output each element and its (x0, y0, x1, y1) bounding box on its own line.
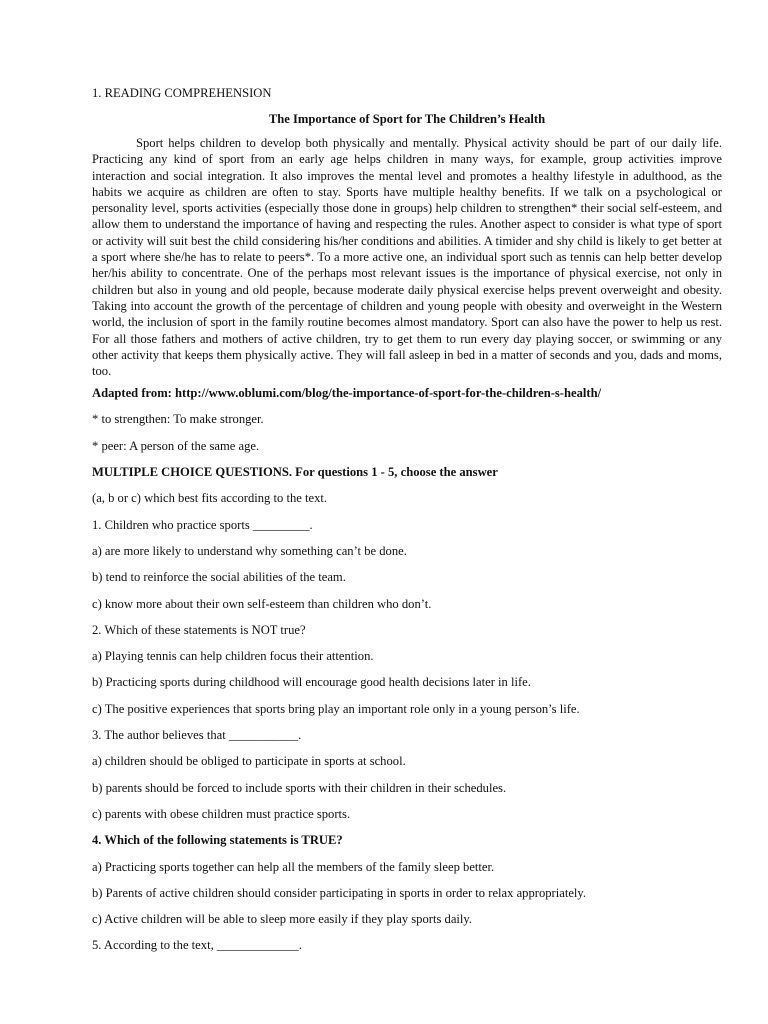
question-5-stem: 5. According to the text, _____________. (92, 938, 302, 953)
question-3-option-b: b) parents should be forced to include sports with their children in their schedules. (92, 780, 507, 795)
question-3-option-a: a) children should be obliged to participate in sports at school. (92, 754, 406, 769)
mcq-instruction: (a, b or c) which best fits according to the text. (92, 491, 328, 506)
question-3-option-c: c) parents with obese children must practice sports. (92, 806, 351, 821)
question-1-option-b: b) tend to reinforce the social abilities of the team. (92, 570, 346, 585)
question-1-option-a: a) are more likely to understand why something can’t be done. (92, 543, 407, 558)
question-4-option-c: c) Active children will be able to sleep more easily if they play sports daily. (92, 912, 473, 927)
question-1-option-c: c) know more about their own self-esteem than children who don’t. (92, 596, 432, 611)
glossary-item-strengthen: * to strengthen: To make stronger. (92, 412, 264, 427)
article-paragraph: Sport helps children to develop both physically and mentally. Physical activity should be part of our daily life. Practicing any kind of sport from an early age helps children in many ways, for example, group activities improve interaction and social integration. It also improves the mental level and promotes a healthy lifestyle in adulthood, as the habits we acquire as children are often to stay. Sports have multiple healthy benefits. If we talk on a psychological or personality level, sports activities (especially those done in groups) help children to strengthen* their social self-esteem, and allow them to understand the importance of having and respecting the rules. Another aspect to consider is what type of sport or activity will suit best the child considering his/her conditions and abilities. A timider and shy child is likely to get better at a sport where she/he has to relate to peers*. To a more active one, an individual sport such as tennis can help better develop her/his ability to concentrate. One of the perhaps most relevant issues is the importance of physical exercise, not only in children but also in young and old people, because moderate daily physical exercise helps prevent overweight and obesity. Taking into account the growth of the percentage of children and young people with obesity and overweight in the Western world, the inclusion of sport in the family routine becomes almost mandatory. Sport can also have the power to help us rest. For all those fathers and mothers of active children, try to get them to run every day playing soccer, or swimming or any other activity that keeps them physically active. They will fall asleep in bed in a matter of seconds and you, dads and moms, too. (92, 136, 722, 379)
question-4-option-b: b) Parents of active children should consider participating in sports in order to relax appropriately. (92, 885, 587, 900)
source-citation: Adapted from: http://www.oblumi.com/blog/the-importance-of-sport-for-the-children-s-health/ (92, 386, 602, 401)
glossary-item-peer: * peer: A person of the same age. (92, 438, 260, 453)
question-3-stem: 3. The author believes that ___________. (92, 728, 302, 743)
article-title: The Importance of Sport for The Children’s Health (268, 112, 546, 126)
question-1-stem: 1. Children who practice sports _________. (92, 517, 313, 532)
mcq-heading: MULTIPLE CHOICE QUESTIONS. For questions 1 - 5, choose the answer (92, 465, 498, 480)
question-4-stem: 4. Which of the following statements is TRUE? (92, 833, 343, 848)
question-2-option-a: a) Playing tennis can help children focus their attention. (92, 649, 374, 664)
question-2-stem: 2. Which of these statements is NOT true? (92, 622, 306, 637)
section-heading: 1. READING COMPREHENSION (92, 86, 272, 100)
question-2-option-c: c) The positive experiences that sports bring play an important role only in a young person’s life. (92, 701, 580, 716)
question-2-option-b: b) Practicing sports during childhood will encourage good health decisions later in life. (92, 675, 531, 690)
document-content (92, 85, 722, 964)
question-4-option-a: a) Practicing sports together can help all the members of the family sleep better. (92, 859, 495, 874)
